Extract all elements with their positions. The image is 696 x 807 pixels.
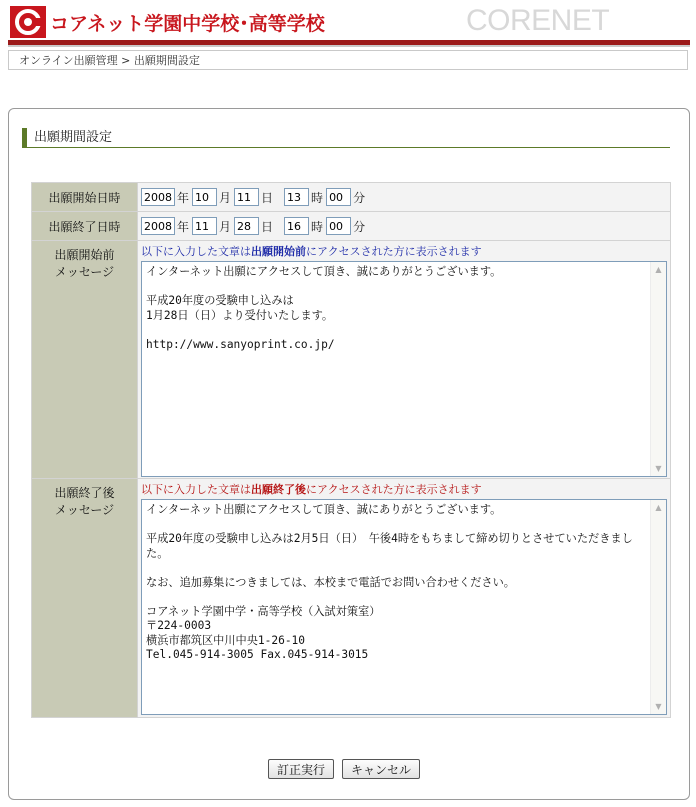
start-year-input[interactable] bbox=[141, 188, 175, 206]
pre-message-scrollbar[interactable] bbox=[650, 262, 666, 476]
post-message-scrollbar[interactable] bbox=[650, 500, 666, 714]
day-unit: 日 bbox=[261, 219, 274, 234]
pre-message-hint: 以下に入力した文章は出願開始前にアクセスされた方に表示されます bbox=[141, 245, 482, 258]
year-unit: 年 bbox=[177, 219, 190, 234]
end-year-input[interactable] bbox=[141, 217, 175, 235]
period-form bbox=[31, 182, 671, 718]
brand-wordmark: CORENET bbox=[466, 4, 610, 37]
pre-message-label bbox=[32, 241, 138, 479]
end-day-input[interactable] bbox=[234, 217, 259, 235]
post-message-hint: 以下に入力した文章は出願終了後にアクセスされた方に表示されます bbox=[141, 483, 482, 496]
scroll-up-icon[interactable]: ▲ bbox=[655, 265, 662, 274]
post-message-textarea-frame bbox=[141, 499, 667, 715]
scroll-down-icon[interactable]: ▼ bbox=[655, 702, 662, 711]
end-datetime-label: 出願終了日時 bbox=[32, 212, 138, 241]
end-hour-input[interactable] bbox=[284, 217, 309, 235]
month-unit: 月 bbox=[219, 219, 232, 234]
post-message-label-line2: メッセージ bbox=[54, 503, 115, 517]
end-month-input[interactable] bbox=[192, 217, 217, 235]
post-message-label bbox=[32, 479, 138, 718]
pre-message-label-line2: メッセージ bbox=[54, 265, 115, 279]
month-unit: 月 bbox=[219, 190, 232, 205]
school-name: コアネット学園中学校･高等学校 bbox=[50, 13, 325, 35]
start-datetime-row bbox=[32, 183, 671, 212]
end-minute-input[interactable] bbox=[326, 217, 351, 235]
start-minute-input[interactable] bbox=[326, 188, 351, 206]
day-unit: 日 bbox=[261, 190, 274, 205]
minute-unit: 分 bbox=[353, 219, 366, 234]
start-day-input[interactable] bbox=[234, 188, 259, 206]
post-message-row bbox=[32, 479, 671, 718]
start-month-input[interactable] bbox=[192, 188, 217, 206]
hour-unit: 時 bbox=[311, 219, 324, 234]
pre-message-row bbox=[32, 241, 671, 479]
pre-message-textarea[interactable] bbox=[142, 262, 652, 476]
cancel-button[interactable]: キャンセル bbox=[342, 759, 420, 779]
post-message-label-line1: 出願終了後 bbox=[54, 486, 115, 500]
end-datetime-row bbox=[32, 212, 671, 241]
pre-message-label-line1: 出願開始前 bbox=[54, 248, 115, 262]
scroll-up-icon[interactable]: ▲ bbox=[655, 503, 662, 512]
header-underline bbox=[8, 45, 690, 47]
year-unit: 年 bbox=[177, 190, 190, 205]
pre-message-textarea-frame bbox=[141, 261, 667, 477]
start-datetime-label: 出願開始日時 bbox=[32, 183, 138, 212]
breadcrumb: オンライン出願管理 > 出願期間設定 bbox=[8, 50, 688, 70]
scroll-down-icon[interactable]: ▼ bbox=[655, 464, 662, 473]
hour-unit: 時 bbox=[311, 190, 324, 205]
page-title: 出願期間設定 bbox=[22, 128, 670, 148]
post-message-textarea[interactable] bbox=[142, 500, 652, 714]
submit-button[interactable]: 訂正実行 bbox=[268, 759, 334, 779]
minute-unit: 分 bbox=[353, 190, 366, 205]
start-hour-input[interactable] bbox=[284, 188, 309, 206]
form-actions bbox=[268, 759, 420, 779]
corenet-logo-icon bbox=[10, 6, 46, 38]
